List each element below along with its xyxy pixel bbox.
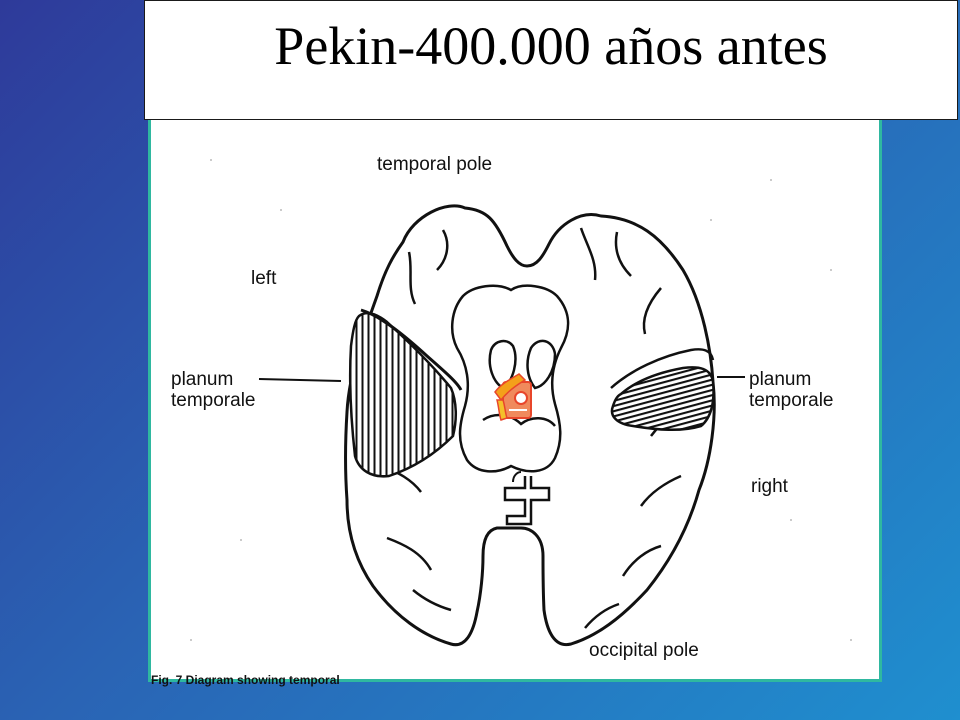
planum-temporale-left: [350, 313, 456, 476]
label-planum-temporale-right: planum temporale: [749, 369, 834, 411]
label-planum-temporale-left: planum temporale: [171, 369, 256, 411]
figure-caption-fragment: Fig. 7 Diagram showing temporal: [151, 673, 340, 687]
aqueduct: [505, 476, 549, 524]
label-occipital-pole: occipital pole: [589, 640, 699, 661]
title-box: [144, 0, 958, 120]
label-temporal-pole: temporal pole: [377, 154, 493, 175]
label-left: left: [251, 268, 277, 289]
label-right: right: [751, 476, 788, 497]
brain-diagram: [148, 120, 882, 687]
ornate-overlay-icon: [491, 370, 537, 426]
leader-line-left: [259, 379, 341, 381]
slide-title: Pekin-400.000 años antes: [274, 16, 828, 76]
